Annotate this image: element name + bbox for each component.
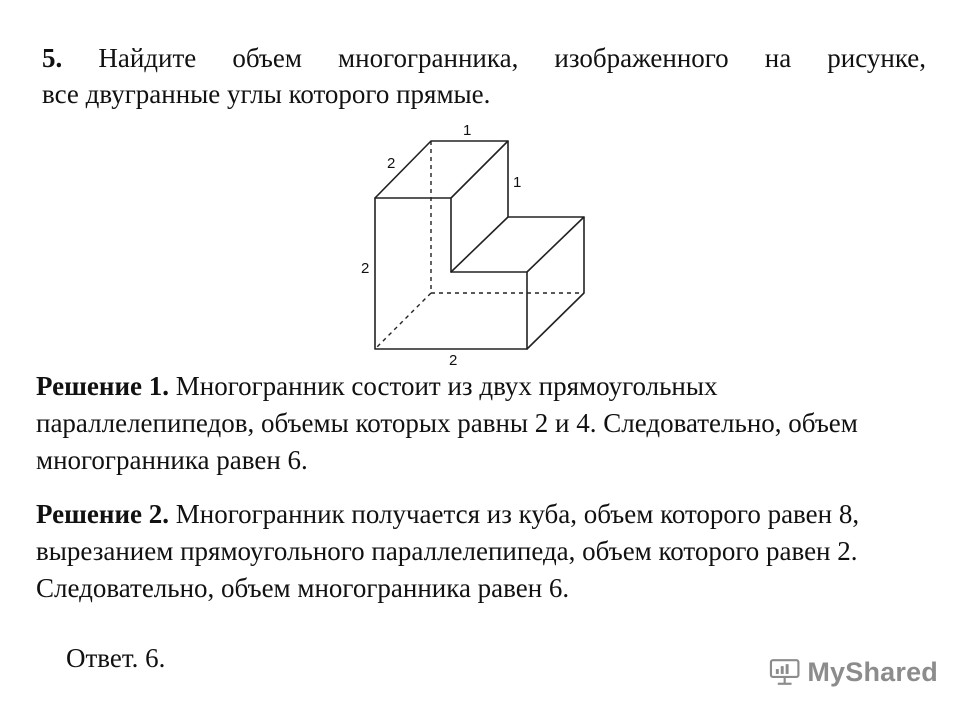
solution-2-label: Решение 2. xyxy=(36,499,169,529)
label-step-height: 1 xyxy=(513,174,522,191)
problem-text-line1: Найдите объем многогранника, изображенного на рисунке, xyxy=(98,43,926,73)
solution-2 xyxy=(36,496,936,607)
label-left-height: 2 xyxy=(361,260,370,277)
solution-1-label: Решение 1. xyxy=(36,371,169,401)
label-top-depth: 2 xyxy=(387,155,396,172)
answer: Ответ. 6. xyxy=(66,643,166,673)
solution-1 xyxy=(36,368,936,479)
label-top-width: 1 xyxy=(463,122,472,139)
myshared-watermark[interactable] xyxy=(768,652,938,692)
problem-text-line2: все двугранные углы которого прямые. xyxy=(42,79,491,109)
polyhedron-drawing xyxy=(355,115,595,370)
watermark-text: MyShared xyxy=(807,656,938,687)
presentation-board-icon xyxy=(768,657,801,687)
label-bottom-width: 2 xyxy=(449,352,458,369)
polyhedron-figure xyxy=(355,115,595,370)
solution-2-text: Многогранник получается из куба, объем которого равен 8, вырезанием прямоугольного параллелепипеда, объем которого равен 2. Следовательно, объем многогранника равен 6. xyxy=(36,499,860,603)
solution-1-text: Многогранник состоит из двух прямоугольных параллелепипедов, объемы которых равны 2 и 4. Следовательно, объем многогранника равен 6. xyxy=(36,371,858,475)
problem-statement xyxy=(42,40,926,112)
problem-number: 5. xyxy=(42,43,63,73)
